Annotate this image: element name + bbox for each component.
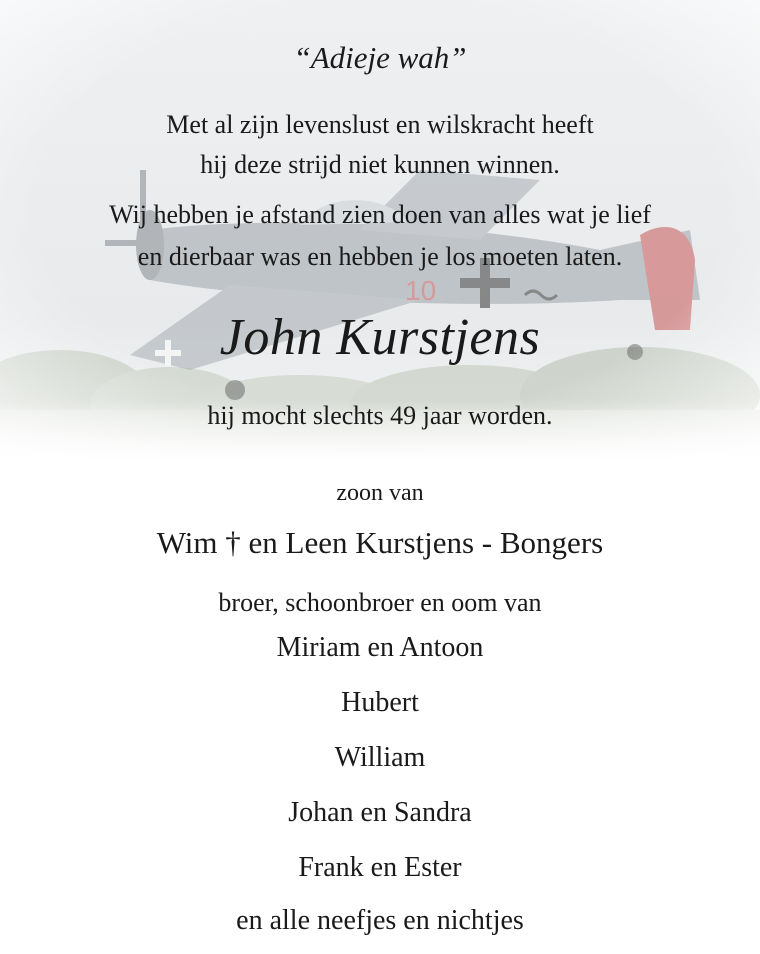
brother-of-label: broer, schoonbroer en oom van — [218, 588, 542, 617]
verse-line: en dierbaar was en hebben je los moeten laten. — [137, 242, 623, 271]
verse-line: hij deze strijd niet kunnen winnen. — [200, 150, 560, 179]
sibling-item: Miriam en Antoon — [276, 632, 484, 663]
motto: “Adieje wah” — [293, 40, 467, 75]
parents: Wim † en Leen Kurstjens - Bongers — [156, 525, 604, 560]
sibling-item: Johan en Sandra — [288, 797, 472, 828]
sibling-item: Frank en Ester — [298, 852, 462, 883]
sibling-item: en alle neefjes en nichtjes — [236, 905, 524, 936]
sibling-item: Hubert — [341, 687, 419, 718]
sibling-item: William — [334, 742, 426, 773]
verse-line: Met al zijn levenslust en wilskracht heeft — [166, 110, 594, 139]
age-line: hij mocht slechts 49 jaar worden. — [207, 401, 553, 430]
deceased-name: John Kurstjens — [219, 309, 541, 366]
son-of-label: zoon van — [336, 480, 424, 506]
hero-photo-section — [0, 0, 760, 460]
verse-line: Wij hebben je afstand zien doen van alles wat je lief — [109, 200, 651, 229]
